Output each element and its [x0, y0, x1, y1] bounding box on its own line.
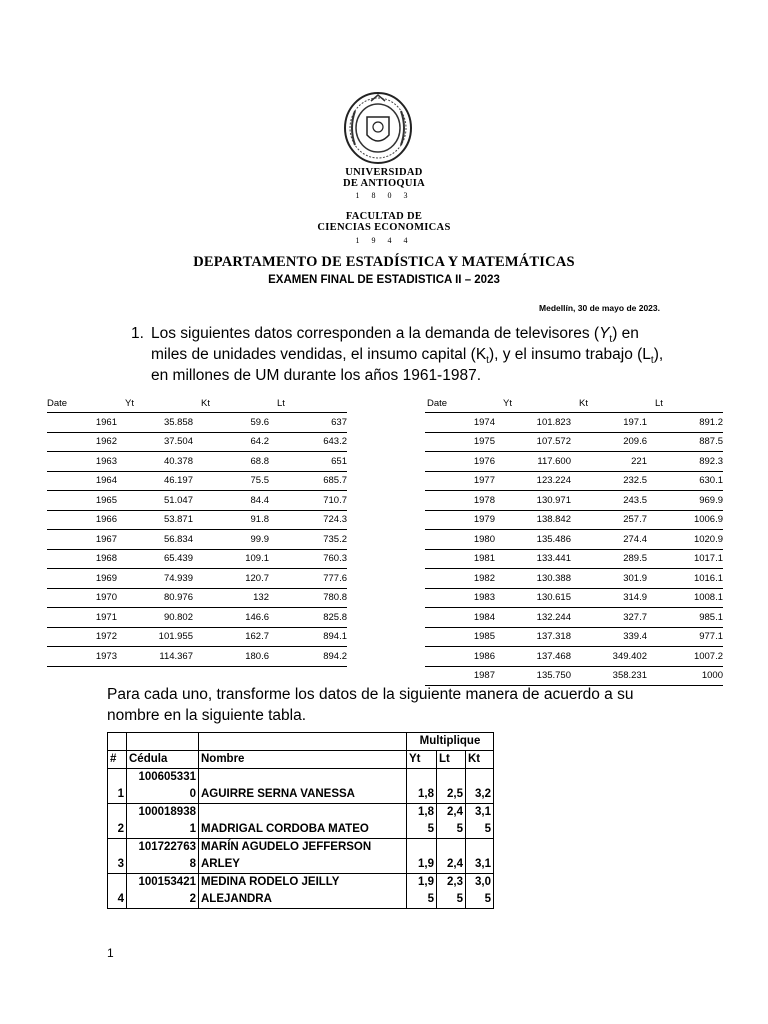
student-nombre-line: [201, 769, 404, 786]
student-nombre-line: MARÍN AGUDELO JEFFERSON: [201, 841, 372, 853]
students-table-body: [108, 733, 494, 909]
university-seal-icon: [343, 91, 413, 165]
lt-cell: 685.7: [269, 471, 347, 491]
col-yt-right: Yt: [503, 398, 512, 409]
student-nombre-line: AGUIRRE SERNA VANESSA: [201, 788, 355, 800]
kt-cell: 75.5: [193, 471, 269, 491]
data-row: [425, 432, 723, 452]
kt-cell: 109.1: [193, 549, 269, 569]
yt-cell: 101.955: [117, 627, 193, 647]
student-nombre-line: ALEJANDRA: [201, 893, 272, 905]
data-row: [47, 491, 347, 511]
question-line-1a: Los siguientes datos corresponden a la demanda de televisores (: [151, 325, 600, 342]
date-cell: 1977: [425, 471, 495, 491]
university-year: 1 8 0 3: [355, 191, 413, 200]
yt-cell: 37.504: [117, 432, 193, 452]
question-number: 1.: [131, 325, 144, 342]
yt-cell: 90.802: [117, 608, 193, 628]
yt-cell: 51.047: [117, 491, 193, 511]
kt-cell: 197.1: [571, 413, 647, 433]
student-cedula-line: 1: [189, 823, 196, 835]
student-yt-line: 1,8: [418, 806, 434, 818]
student-yt-line: [409, 769, 434, 786]
student-cedula-cell: [127, 769, 199, 804]
data-row: [47, 647, 347, 667]
student-yt-cell: [407, 804, 437, 839]
student-nombre-line: [201, 804, 404, 821]
student-lt-line: 5: [456, 893, 463, 905]
date-cell: 1964: [47, 471, 117, 491]
date-cell: 1980: [425, 530, 495, 550]
data-row: [425, 510, 723, 530]
data-row: [425, 647, 723, 667]
student-cedula-line: 100605331: [138, 771, 196, 783]
student-n-cell: 4: [108, 874, 127, 909]
kt-cell: 91.8: [193, 510, 269, 530]
student-row: [108, 874, 494, 909]
student-kt-line: 3,1: [475, 806, 491, 818]
exam-title: EXAMEN FINAL DE ESTADISTICA II – 2023: [268, 274, 500, 286]
student-cedula-cell: [127, 839, 199, 874]
yt-cell: 107.572: [495, 432, 571, 452]
data-row: [47, 569, 347, 589]
students-header-blank-1: [108, 733, 127, 751]
university-name-line-1: UNIVERSIDAD: [345, 167, 423, 178]
lt-cell: 891.2: [647, 413, 723, 433]
data-row: [425, 452, 723, 472]
student-cedula-cell: [127, 874, 199, 909]
student-cedula-line: 2: [189, 893, 196, 905]
data-row: [47, 627, 347, 647]
kt-cell: 64.2: [193, 432, 269, 452]
var-y: Y: [599, 325, 610, 342]
faculty-year: 1 9 4 4: [355, 236, 413, 245]
lt-cell: 1007.2: [647, 647, 723, 667]
students-header-blank-3: [199, 733, 407, 751]
date-cell: 1984: [425, 608, 495, 628]
students-header-cedula: Cédula: [127, 751, 199, 769]
student-yt-cell: [407, 839, 437, 874]
date-cell: 1983: [425, 588, 495, 608]
student-n-cell: 3: [108, 839, 127, 874]
yt-cell: 132.244: [495, 608, 571, 628]
lt-cell: 760.3: [269, 549, 347, 569]
kt-cell: 180.6: [193, 647, 269, 667]
data-row: [47, 608, 347, 628]
data-row: [425, 569, 723, 589]
yt-cell: 46.197: [117, 471, 193, 491]
data-row: [47, 588, 347, 608]
student-lt-line: 2,5: [447, 788, 463, 800]
yt-cell: 56.834: [117, 530, 193, 550]
lt-cell: 985.1: [647, 608, 723, 628]
yt-cell: 35.858: [117, 413, 193, 433]
yt-cell: 137.468: [495, 647, 571, 667]
student-lt-line: 2,4: [447, 806, 463, 818]
date-cell: 1972: [47, 627, 117, 647]
lt-cell: 1000: [647, 666, 723, 686]
kt-cell: 59.6: [193, 413, 269, 433]
sub-t-k: t: [486, 355, 489, 367]
student-lt-line: 2,4: [447, 858, 463, 870]
student-yt-line: [409, 839, 434, 856]
kt-cell: 209.6: [571, 432, 647, 452]
student-lt-cell: [437, 839, 466, 874]
lt-cell: 977.1: [647, 627, 723, 647]
col-yt: Yt: [125, 398, 134, 409]
yt-cell: 65.439: [117, 549, 193, 569]
student-nombre-line: MEDINA RODELO JEILLY: [201, 876, 340, 888]
date-cell: 1971: [47, 608, 117, 628]
students-header-yt: Yt: [407, 751, 437, 769]
lt-cell: 780.8: [269, 588, 347, 608]
data-row: [47, 452, 347, 472]
students-header-blank-2: [127, 733, 199, 751]
kt-cell: 339.4: [571, 627, 647, 647]
kt-cell: 120.7: [193, 569, 269, 589]
date-cell: 1976: [425, 452, 495, 472]
students-header-kt: Kt: [466, 751, 494, 769]
yt-cell: 80.976: [117, 588, 193, 608]
faculty-name-line-1: FACULTAD DE: [345, 211, 423, 222]
data-row: [425, 413, 723, 433]
kt-cell: 243.5: [571, 491, 647, 511]
data-row: [47, 530, 347, 550]
yt-cell: 130.615: [495, 588, 571, 608]
student-kt-line: 3,2: [475, 788, 491, 800]
instructions-line-2: nombre en la siguiente tabla.: [107, 707, 307, 724]
student-kt-line: [468, 839, 491, 856]
kt-cell: 162.7: [193, 627, 269, 647]
sub-t: t: [609, 334, 613, 346]
question-line-2b: ), y el insumo trabajo (L: [488, 346, 651, 363]
kt-cell: 349.402: [571, 647, 647, 667]
kt-cell: 68.8: [193, 452, 269, 472]
student-yt-line: 1,8: [418, 788, 434, 800]
data-row: [47, 413, 347, 433]
date-cell: 1969: [47, 569, 117, 589]
col-lt-right: Lt: [655, 398, 663, 409]
lt-cell: 1017.1: [647, 549, 723, 569]
students-header-num: #: [108, 751, 127, 769]
yt-cell: 133.441: [495, 549, 571, 569]
student-nombre-cell: [199, 874, 407, 909]
student-cedula-line: 8: [189, 858, 196, 870]
data-row: [425, 471, 723, 491]
lt-cell: 637: [269, 413, 347, 433]
student-yt-line: 5: [427, 823, 434, 835]
col-kt-right: Kt: [579, 398, 588, 409]
lt-cell: 710.7: [269, 491, 347, 511]
student-nombre-cell: [199, 804, 407, 839]
lt-cell: 1006.9: [647, 510, 723, 530]
date-cell: 1968: [47, 549, 117, 569]
question-line-1: [151, 325, 639, 345]
student-cedula-line: 100153421: [138, 876, 196, 888]
question-line-2c: ),: [653, 346, 664, 363]
date-cell: 1987: [425, 666, 495, 686]
student-nombre-line: ARLEY: [201, 858, 240, 870]
student-row: [108, 839, 494, 874]
question-line-3: en millones de UM durante los años 1961-1987.: [151, 367, 482, 384]
date-cell: 1975: [425, 432, 495, 452]
page-number: 1: [107, 946, 114, 960]
lt-cell: 777.6: [269, 569, 347, 589]
data-row: [47, 471, 347, 491]
student-nombre-cell: [199, 839, 407, 874]
student-cedula-line: 0: [189, 788, 196, 800]
kt-cell: 221: [571, 452, 647, 472]
student-nombre-cell: [199, 769, 407, 804]
kt-cell: 358.231: [571, 666, 647, 686]
col-date-right: Date: [427, 398, 448, 409]
date-cell: 1978: [425, 491, 495, 511]
data-row: [425, 588, 723, 608]
data-table-left: [47, 395, 347, 667]
student-lt-line: 5: [456, 823, 463, 835]
students-table: [107, 732, 494, 909]
date-cell: 1982: [425, 569, 495, 589]
question-line-2a: miles de unidades vendidas, el insumo capital (K: [151, 346, 487, 363]
data-table-left-body: [47, 413, 347, 667]
lt-cell: 1008.1: [647, 588, 723, 608]
lt-cell: 887.5: [647, 432, 723, 452]
date-cell: 1973: [47, 647, 117, 667]
kt-cell: 289.5: [571, 549, 647, 569]
yt-cell: 117.600: [495, 452, 571, 472]
data-row: [425, 530, 723, 550]
col-lt: Lt: [277, 398, 285, 409]
student-cedula-line: 100018938: [138, 806, 196, 818]
yt-cell: 130.388: [495, 569, 571, 589]
col-date: Date: [47, 398, 68, 409]
kt-cell: 257.7: [571, 510, 647, 530]
lt-cell: 724.3: [269, 510, 347, 530]
faculty-name-line-2: CIENCIAS ECONOMICAS: [317, 222, 451, 233]
lt-cell: 1020.9: [647, 530, 723, 550]
yt-cell: 137.318: [495, 627, 571, 647]
sub-t-l: t: [650, 355, 654, 367]
data-row: [425, 666, 723, 686]
kt-cell: 232.5: [571, 471, 647, 491]
data-row: [47, 549, 347, 569]
lt-cell: 651: [269, 452, 347, 472]
data-row: [47, 432, 347, 452]
data-table-right-body: [425, 413, 723, 686]
student-kt-line: 3,0: [475, 876, 491, 888]
lt-cell: 825.8: [269, 608, 347, 628]
lt-cell: 892.3: [647, 452, 723, 472]
data-row: [425, 491, 723, 511]
student-row: [108, 804, 494, 839]
date-cell: 1970: [47, 588, 117, 608]
student-yt-line: 5: [427, 893, 434, 905]
student-kt-cell: [466, 804, 494, 839]
kt-cell: 99.9: [193, 530, 269, 550]
lt-cell: 735.2: [269, 530, 347, 550]
student-nombre-line: MADRIGAL CORDOBA MATEO: [201, 823, 369, 835]
lt-cell: 1016.1: [647, 569, 723, 589]
date-cell: 1986: [425, 647, 495, 667]
data-row: [425, 549, 723, 569]
date-cell: 1979: [425, 510, 495, 530]
student-n-cell: 1: [108, 769, 127, 804]
kt-cell: 301.9: [571, 569, 647, 589]
data-table-right: [425, 395, 723, 686]
question-line-2: [151, 346, 663, 366]
instructions-line-1: Para cada uno, transforme los datos de la siguiente manera de acuerdo a su: [107, 686, 634, 703]
yt-cell: 101.823: [495, 413, 571, 433]
lt-cell: 894.1: [269, 627, 347, 647]
col-kt: Kt: [201, 398, 210, 409]
date-cell: 1967: [47, 530, 117, 550]
kt-cell: 327.7: [571, 608, 647, 628]
data-row: [425, 627, 723, 647]
student-kt-line: 3,1: [475, 858, 491, 870]
yt-cell: 135.486: [495, 530, 571, 550]
kt-cell: 84.4: [193, 491, 269, 511]
university-name-line-2: DE ANTIOQUIA: [342, 178, 426, 189]
yt-cell: 138.842: [495, 510, 571, 530]
lt-cell: 643.2: [269, 432, 347, 452]
student-row: [108, 769, 494, 804]
student-kt-line: [468, 769, 491, 786]
yt-cell: 130.971: [495, 491, 571, 511]
lt-cell: 969.9: [647, 491, 723, 511]
lt-cell: 630.1: [647, 471, 723, 491]
yt-cell: 135.750: [495, 666, 571, 686]
kt-cell: 132: [193, 588, 269, 608]
yt-cell: 40.378: [117, 452, 193, 472]
date-cell: 1974: [425, 413, 495, 433]
yt-cell: 53.871: [117, 510, 193, 530]
date-cell: 1981: [425, 549, 495, 569]
yt-cell: 74.939: [117, 569, 193, 589]
department-title: DEPARTAMENTO DE ESTADÍSTICA Y MATEMÁTICAS: [193, 254, 575, 270]
student-lt-line: [439, 839, 463, 856]
student-lt-line: 2,3: [447, 876, 463, 888]
date-cell: 1966: [47, 510, 117, 530]
student-yt-cell: [407, 769, 437, 804]
student-kt-cell: [466, 769, 494, 804]
student-cedula-cell: [127, 804, 199, 839]
students-header-nombre: Nombre: [199, 751, 407, 769]
date-cell: 1985: [425, 627, 495, 647]
student-kt-cell: [466, 839, 494, 874]
kt-cell: 314.9: [571, 588, 647, 608]
student-yt-line: 1,9: [418, 858, 434, 870]
student-lt-cell: [437, 769, 466, 804]
data-row: [425, 608, 723, 628]
students-header-lt: Lt: [437, 751, 466, 769]
student-kt-line: 5: [484, 893, 491, 905]
student-lt-cell: [437, 804, 466, 839]
student-lt-cell: [437, 874, 466, 909]
date-cell: 1965: [47, 491, 117, 511]
student-n-cell: 2: [108, 804, 127, 839]
student-lt-line: [439, 769, 463, 786]
student-cedula-line: 101722763: [138, 841, 196, 853]
student-yt-line: 1,9: [418, 876, 434, 888]
student-yt-cell: [407, 874, 437, 909]
yt-cell: 114.367: [117, 647, 193, 667]
kt-cell: 274.4: [571, 530, 647, 550]
lt-cell: 894.2: [269, 647, 347, 667]
multiplique-header: Multiplique: [407, 733, 494, 751]
student-kt-line: 5: [484, 823, 491, 835]
data-row: [47, 510, 347, 530]
kt-cell: 146.6: [193, 608, 269, 628]
date-cell: 1961: [47, 413, 117, 433]
date-cell: 1963: [47, 452, 117, 472]
place-date: Medellín, 30 de mayo de 2023.: [539, 303, 660, 313]
question-line-1b: ) en: [612, 325, 639, 342]
yt-cell: 123.224: [495, 471, 571, 491]
student-kt-cell: [466, 874, 494, 909]
date-cell: 1962: [47, 432, 117, 452]
